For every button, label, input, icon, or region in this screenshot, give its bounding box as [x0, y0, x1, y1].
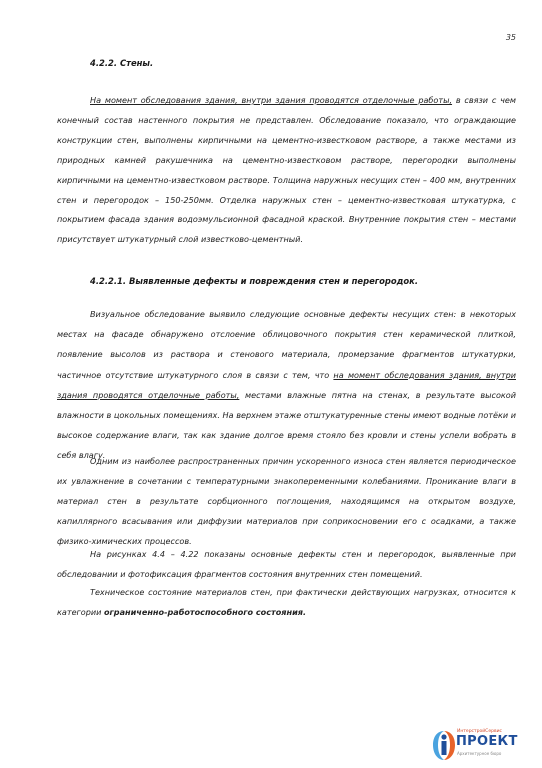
paragraph-figures-reference — [57, 545, 516, 585]
paragraph-defects — [57, 304, 516, 466]
paragraph-text: в связи с чем конечный состав настенного покрытия не представлен. Обследование показало, что ограждающие конструкции стен, выполнены кирпичными на цементно-известковом растворе, а также местами из природных камней ракушечника на цементно-известковом растворе, перегородки выполнены кирпичными на цементно-известковом растворе. Толщина наружных несущих стен – 400 мм, внутренних стен и перегородок – 150-250мм. Отделка наружных стен – цементно-известковая штукатурка, с покрытием фасада здания водоэмульсионной фасадной краской. Внутренние покрытия стен – местами присутствует штукатурный слой известково-цементный. — [57, 95, 516, 245]
paragraph-text: Техническое состояние материалов стен, при фактически действующих нагрузках, относится к категории — [57, 587, 516, 617]
paragraph-text: На рисунках 4.4 – 4.22 показаны основные дефекты стен и перегородок, выявленные при обследовании и фотофиксация фрагментов состояния внутренних стен помещений. — [57, 549, 516, 579]
underlined-text: На момент обследования здания, внутри здания проводятся отделочные работы, — [90, 95, 453, 105]
condition-category: ограниченно-работоспособного состояния. — [103, 606, 307, 617]
underlined-text: на момент обследования здания, внутри здания проводятся отделочные работы, — [57, 369, 516, 400]
paragraph-text: местами влажные пятна на стенах, в результате высокой влажности в цокольных помещениях. На верхнем этаже отштукатуренные стены имеют водные потёки и высокое содержание влаги, так как здание долгое время стояло без кровли и стены успели вобрать в себя влагу. — [57, 389, 516, 461]
paragraph-text: Визуальное обследование выявило следующие основные дефекты несущих стен: в некоторых местах на фасаде обнаружено отслоение облицовочного покрытия стен керамической плиткой, появление высолов из раствора и стенового материала, промерзание фрагментов штукатурки, частичное отсутствие штукатурного слоя в связи с тем, что — [57, 309, 516, 380]
logo-top-text: ИнтерстройСервис — [457, 729, 503, 734]
subsection-heading: 4.2.2.1. Выявленные дефекты и повреждения стен и перегородок. — [90, 276, 419, 286]
logo-bottom-text: Архитектурное бюро — [457, 751, 502, 756]
page-number: 35 — [505, 33, 516, 42]
paragraph-walls-description — [57, 91, 516, 250]
paragraph-text: Одним из наиболее распространенных причин ускоренного износа стен является периодическое их увлажнение в сочетании с температурными знакопеременными колебаниями. Проникание влаги в материал стен в результате сорбционного поглощения, находящимся на открытом воздухе, капиллярного всасывания или диффузии материалов при соприкосновении его с осадками, а также физико-химических процессов. — [57, 456, 516, 546]
logo-main-text: ПРОЕКТ — [456, 734, 518, 749]
company-logo — [432, 728, 522, 764]
paragraph-wear-causes — [57, 452, 516, 552]
paragraph-technical-state — [57, 583, 516, 623]
section-heading: 4.2.2. Стены. — [90, 58, 154, 68]
logo-emblem-icon — [432, 728, 456, 762]
